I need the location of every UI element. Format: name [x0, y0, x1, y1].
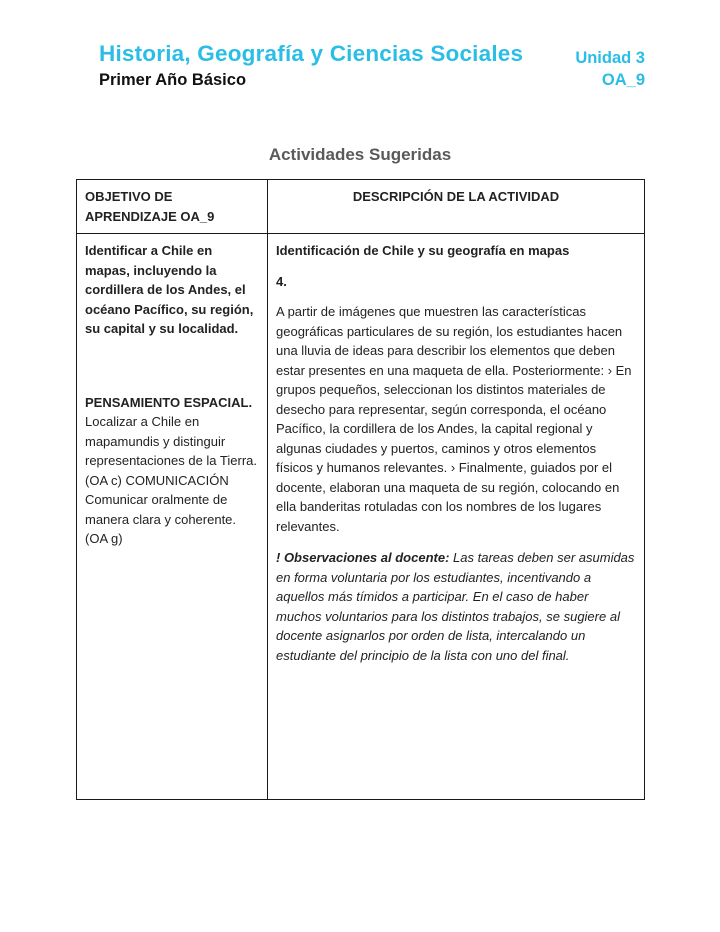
table-body-row — [77, 234, 645, 800]
activity-body: A partir de imágenes que muestren las características geográficas particulares de su región, los estudiantes hacen una lluvia de ideas para describir los elementos que deben estar presentes en una maqueta de ella. Posteriormente: › En grupos pequeños, seleccionan los distintos materiales de desecho para representar, según corresponda, el océano Pacífico, la cordillera de los Andes, la capital regional y algunas ciudades y puertos, caminos y otros elementos físicos y humanos relevantes. › Finalmente, guiados por el docente, elaboran una maqueta de su región, colocando en ella banderitas rotuladas con los nombres de los lugares relevantes. — [276, 304, 632, 534]
document-subtitle: Primer Año Básico — [99, 71, 247, 89]
activity-heading: Identificación de Chile y su geografía en mapas — [276, 243, 570, 258]
teacher-note-label: ! Observaciones al docente: — [276, 550, 450, 565]
teacher-note-text: Las tareas deben ser asumidas en forma voluntaria por los estudiantes, incentivando a aquellos más tímidos a participar. En el caso de haber muchos voluntarios para los distintos trabajos, se sugiere al docente asignarlos por orden de lista, intercalando un estudiante del principio de la lista con uno del final. — [276, 550, 635, 663]
skills-label: PENSAMIENTO ESPACIAL. — [85, 394, 253, 410]
table-header-row — [77, 180, 645, 234]
activity-cell — [268, 234, 645, 800]
activities-table — [76, 179, 645, 800]
column-header-description: DESCRIPCIÓN DE LA ACTIVIDAD — [268, 180, 645, 234]
unit-block — [575, 47, 645, 91]
skills-text: Localizar a Chile en mapamundis y distinguir representaciones de la Tierra. (OA c) COMUNICACIÓN Comunicar oralmente de manera clara y coherente. (OA g) — [85, 414, 257, 546]
column-header-objective: OBJETIVO DE APRENDIZAJE OA_9 — [77, 180, 268, 234]
section-title: Actividades Sugeridas — [268, 145, 452, 164]
objective-skills — [85, 393, 259, 549]
title-block — [99, 38, 529, 91]
teacher-note — [276, 548, 636, 665]
unit-label: Unidad 3 — [575, 49, 645, 67]
activity-number: 4. — [276, 273, 287, 289]
oa-label: OA_9 — [601, 71, 645, 89]
document-title: Historia, Geografía y Ciencias Sociales — [99, 41, 524, 66]
document-header — [76, 38, 645, 91]
objective-text: Identificar a Chile en mapas, incluyendo la cordillera de los Andes, el océano Pacífico, su región, su capital y su localidad. — [85, 243, 254, 336]
objective-cell — [77, 234, 268, 800]
